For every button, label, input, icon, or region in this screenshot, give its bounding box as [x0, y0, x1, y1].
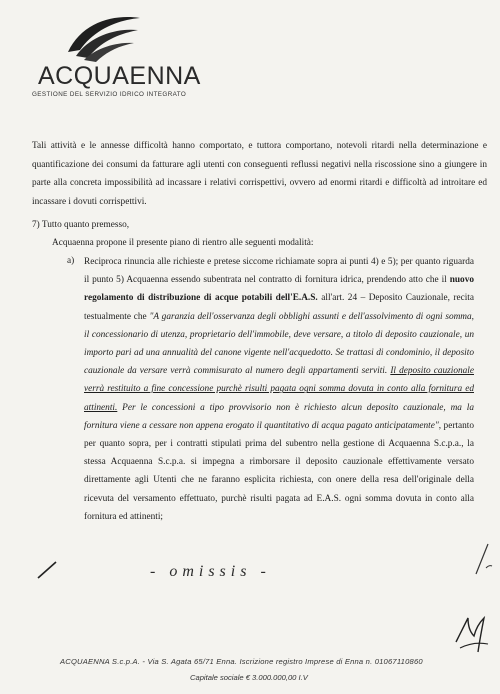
section-heading-7: 7) Tutto quanto premesso,: [32, 220, 130, 230]
footer-share-capital: Capitale sociale € 3.000.000,00 I.V: [190, 673, 308, 682]
footer-company-info: ACQUAENNA S.c.p.A. - Via S. Agata 65/71 Enna. Iscrizione registro Imprese di Enna n. 01067110860: [60, 657, 423, 666]
signature-initials: [452, 612, 492, 658]
item-text-plain-3: , pertanto per quanto sopra, per i contratti stipulati prima del subentro nella gestione di Acquaenna S.c.p.a., la stessa Acquaenna S.c.p.a. si impegna a rimborsare il deposito cauzionale effettivamente versato direttamente agli Utenti che ne faranno esplicita richiesta, con onere della resa dell'originale della ricevuta del versamento effettuato, purchè risulti pagata ad E.A.S. ogni somma dovuta in conto alla fornitura ed attinenti;: [84, 420, 475, 522]
list-item-a: [84, 253, 474, 526]
proposal-intro: Acquaenna propone il presente piano di rientro alle seguenti modalità:: [52, 238, 314, 248]
item-text-plain-1: Reciproca rinuncia alle richieste e pretese siccome richiamate sopra ai punti 4) e 5); per quanto riguarda il punto 5) Acquaenna essendo subentrata nel contratto di fornitura idrica, prendendo atto che il: [84, 257, 474, 286]
quoted-regulation-italic: "A garanzia dell'osservanza degli obblighi assunti e dell'assolvimento di ogni somma, il concessionario di utenza, proprietario dell'immobile, deve versare, a titolo di deposito cauzionale, un importo pari ad una annualità del canone vigente nell'acquedotto. Se trattasi di condominio, il deposito cauzionale da versare verrà commisurato al numero degli appartamenti serviti.: [84, 311, 474, 377]
acquaenna-wave-logo-icon: [62, 12, 142, 64]
pen-stroke-mark: [36, 558, 66, 580]
brand-tagline: GESTIONE DEL SERVIZIO IDRICO INTEGRATO: [32, 91, 187, 98]
brand-name: ACQUAENNA: [38, 62, 201, 90]
item-text-plain-2: all'art. 24 – Deposito Cauzionale, recita testualmente che: [84, 293, 475, 322]
omissis-handwritten: - omissis -: [150, 563, 271, 580]
margin-pen-mark: [470, 540, 496, 580]
paragraph-text: Tali attività e le annesse difficoltà hanno comportato, e tuttora comportano, notevoli ritardi nella determinazione e quantificazione dei consumi da fatturare agli utenti con conseguenti reflussi negativi nella riscossione sino a giungere in parte alla concreta impossibilità ad incassare i relativi corrispettivi, ovvero ad enormi ritardi e difficoltà ad introitare ed incassare i dovuti corrispettivi.: [32, 141, 487, 207]
list-item-text: [84, 253, 474, 526]
intro-paragraph: [32, 137, 487, 211]
regulation-name-bold: nuovo regolamento di distribuzione di acque potabili dell'E.A.S.: [84, 275, 474, 304]
quoted-regulation-italic-2: Per le concessioni a tipo provvisorio non è richiesto alcun deposito cauzionale, ma la fornitura viene a cessare non appena erogato il quantitativo di acqua pagato anticipatamente": [84, 402, 474, 431]
list-item-marker: a): [67, 256, 75, 266]
quoted-regulation-underlined: Il deposito cauzionale verrà restituito a fine concessione purchè risulti pagata ogni somma dovuta in conto alla fornitura ed attinenti.: [84, 366, 474, 413]
